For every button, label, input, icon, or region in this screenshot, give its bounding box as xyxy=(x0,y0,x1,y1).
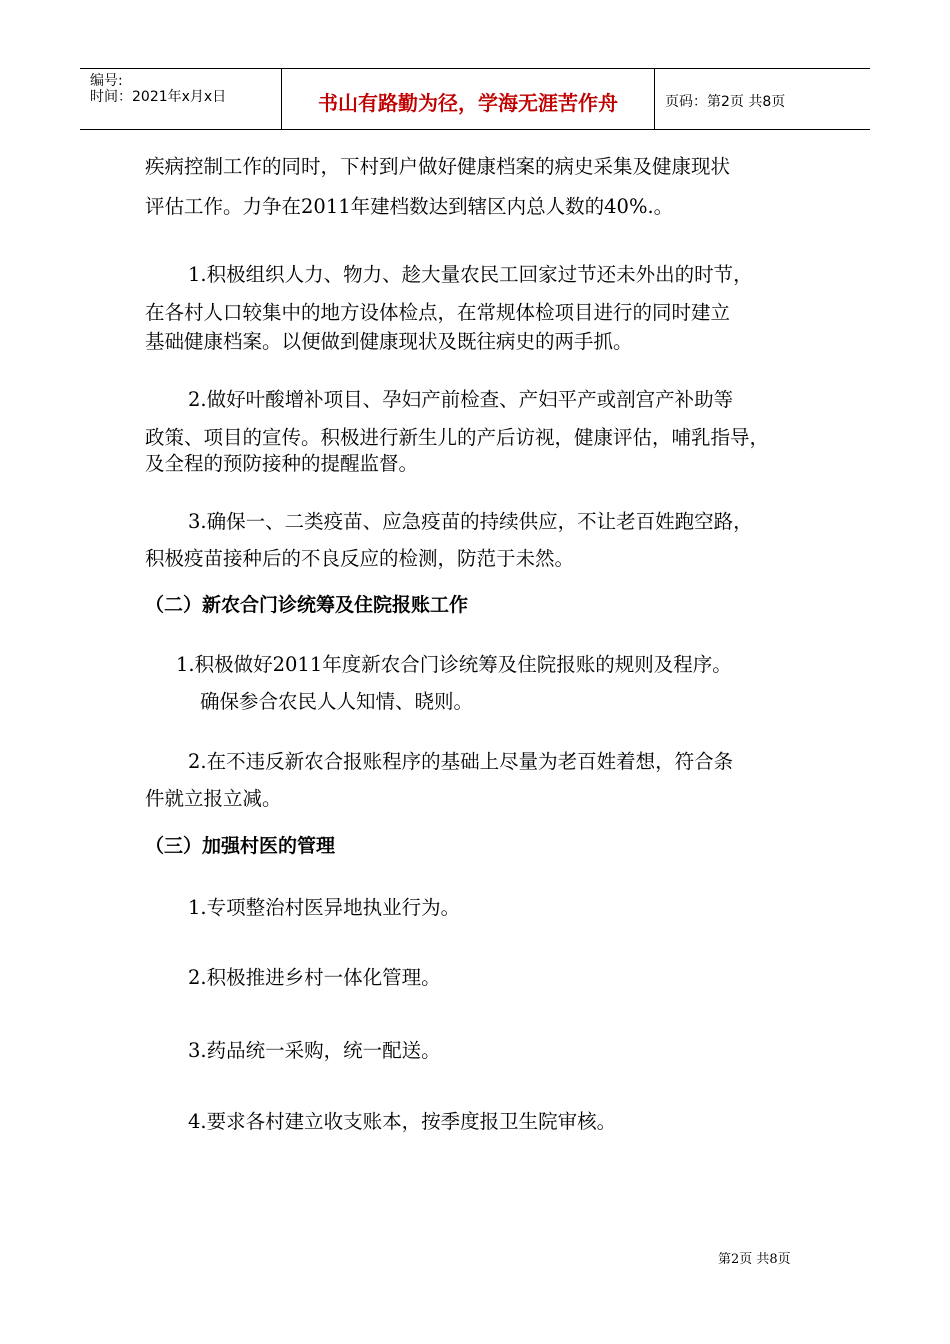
body-line: 3.药品统一采购，统一配送。 xyxy=(188,1039,441,1062)
header-page-info: 页码：第2页 共8页 xyxy=(665,94,786,110)
header-motto-cell xyxy=(281,69,655,129)
body-line: 1.积极做好2011年度新农合门诊统筹及住院报账的规则及程序。 xyxy=(176,653,732,676)
document-time-label: 时间：2021年x月x日 xyxy=(90,89,227,105)
body-line: 评估工作。力争在2011年建档数达到辖区内总人数的40%.。 xyxy=(145,195,674,218)
body-line: 及全程的预防接种的提醒监督。 xyxy=(145,452,419,475)
header-motto: 书山有路勤为径，学海无涯苦作舟 xyxy=(318,91,618,115)
section-heading: （三）加强村医的管理 xyxy=(145,835,336,857)
body-line: 1.专项整治村医异地执业行为。 xyxy=(188,896,461,919)
body-line: 积极疫苗接种后的不良反应的检测，防范于未然。 xyxy=(145,547,575,570)
body-line: 2.做好叶酸增补项目、孕妇产前检查、产妇平产或剖宫产补助等 xyxy=(188,388,734,411)
body-line: 4.要求各村建立收支账本，按季度报卫生院审核。 xyxy=(188,1110,617,1133)
body-line: 3.确保一、二类疫苗、应急疫苗的持续供应，不让老百姓跑空路， xyxy=(188,510,753,533)
body-line: 2.积极推进乡村一体化管理。 xyxy=(188,966,441,989)
body-line: 1.积极组织人力、物力、趁大量农民工回家过节还未外出的时节， xyxy=(188,263,753,286)
body-line: 2.在不违反新农合报账程序的基础上尽量为老百姓着想，符合条 xyxy=(188,750,734,773)
body-line: 疾病控制工作的同时，下村到户做好健康档案的病史采集及健康现状 xyxy=(145,155,731,178)
section-heading: （二）新农合门诊统筹及住院报账工作 xyxy=(145,594,469,616)
body-line: 政策、项目的宣传。积极进行新生儿的产后访视，健康评估，哺乳指导， xyxy=(145,426,770,449)
body-line: 确保参合农民人人知情、晓则。 xyxy=(200,690,474,713)
page-header xyxy=(80,68,870,130)
document-number-label: 编号: xyxy=(90,73,123,89)
header-page-cell xyxy=(655,69,870,129)
body-line: 基础健康档案。以便做到健康现状及既往病史的两手抓。 xyxy=(145,330,633,353)
page-footer: 第2页 共8页 xyxy=(718,1252,791,1267)
body-line: 在各村人口较集中的地方设体检点，在常规体检项目进行的同时建立 xyxy=(145,301,731,324)
body-line: 件就立报立减。 xyxy=(145,787,282,810)
header-meta-cell xyxy=(80,69,280,129)
